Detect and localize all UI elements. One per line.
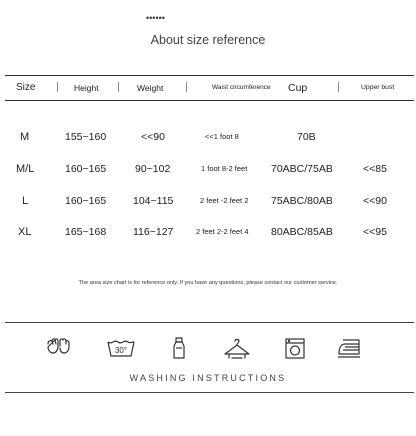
cell-waist: 1 foot 8-2 feet: [201, 164, 248, 173]
cell-cup: 70ABC/75AB: [271, 163, 333, 175]
hand-wash-icon: [44, 336, 74, 362]
size-chart-note: The area size chart is for reference only. If you have any questions, please contact our customer service.: [78, 280, 338, 286]
cell-size: XL: [18, 226, 32, 238]
cell-upper-bust: <<85: [363, 163, 387, 175]
washing-bottom-rule: [5, 392, 414, 393]
col-divider: [338, 82, 339, 92]
col-height: Height: [74, 83, 99, 93]
col-divider: [186, 82, 187, 92]
cell-height: 160~165: [65, 195, 107, 207]
washing-instructions-label: WASHING INSTRUCTIONS: [129, 373, 287, 383]
col-divider: [118, 82, 119, 92]
cell-waist: 2 feet -2 feet 2: [200, 196, 249, 205]
washing-top-rule: [5, 322, 414, 323]
wash-temperature: 30°: [114, 346, 128, 355]
cell-upper-bust: <<95: [363, 226, 387, 238]
col-divider: [57, 82, 58, 92]
table-row: [0, 160, 416, 178]
iron-icon: [335, 336, 365, 362]
table-row: [0, 223, 416, 241]
cell-size: M/L: [16, 163, 35, 175]
cell-cup: 70B: [297, 131, 316, 143]
tumble-dry-icon: [280, 336, 310, 362]
table-top-rule: [5, 75, 414, 76]
table-row: [0, 192, 416, 210]
wash-30-icon: [106, 336, 136, 362]
hanger-dry-icon: [222, 336, 252, 362]
table-row: [0, 128, 416, 146]
cell-waist: <<1 foot 8: [205, 132, 239, 141]
cell-size: L: [22, 195, 29, 207]
cell-cup: 75ABC/80AB: [271, 195, 333, 207]
bleach-bottle-icon: [164, 336, 194, 362]
cell-upper-bust: <<90: [363, 195, 387, 207]
col-waist: Waist circumference: [212, 84, 271, 91]
col-weight: Weight: [137, 83, 164, 93]
cell-weight: 90~102: [135, 163, 171, 175]
cell-height: 165~168: [65, 226, 107, 238]
cell-size: M: [20, 131, 30, 143]
col-size: Size: [16, 82, 36, 93]
cell-height: 155~160: [65, 131, 107, 143]
table-header-rule: [5, 100, 414, 101]
page-title: About size reference: [150, 33, 266, 47]
washing-icon-row: [0, 336, 416, 362]
decorative-dots: ••••••: [146, 13, 165, 23]
cell-waist: 2 feet 2-2 feet 4: [196, 227, 249, 236]
cell-weight: 104~115: [133, 195, 174, 207]
cell-cup: 80ABC/85AB: [271, 226, 333, 238]
cell-height: 160~165: [65, 163, 107, 175]
cell-weight: 116~127: [133, 226, 174, 238]
col-cup: Cup: [288, 82, 308, 94]
col-upper-bust: Upper bust: [361, 84, 395, 91]
cell-weight: <<90: [141, 131, 165, 143]
